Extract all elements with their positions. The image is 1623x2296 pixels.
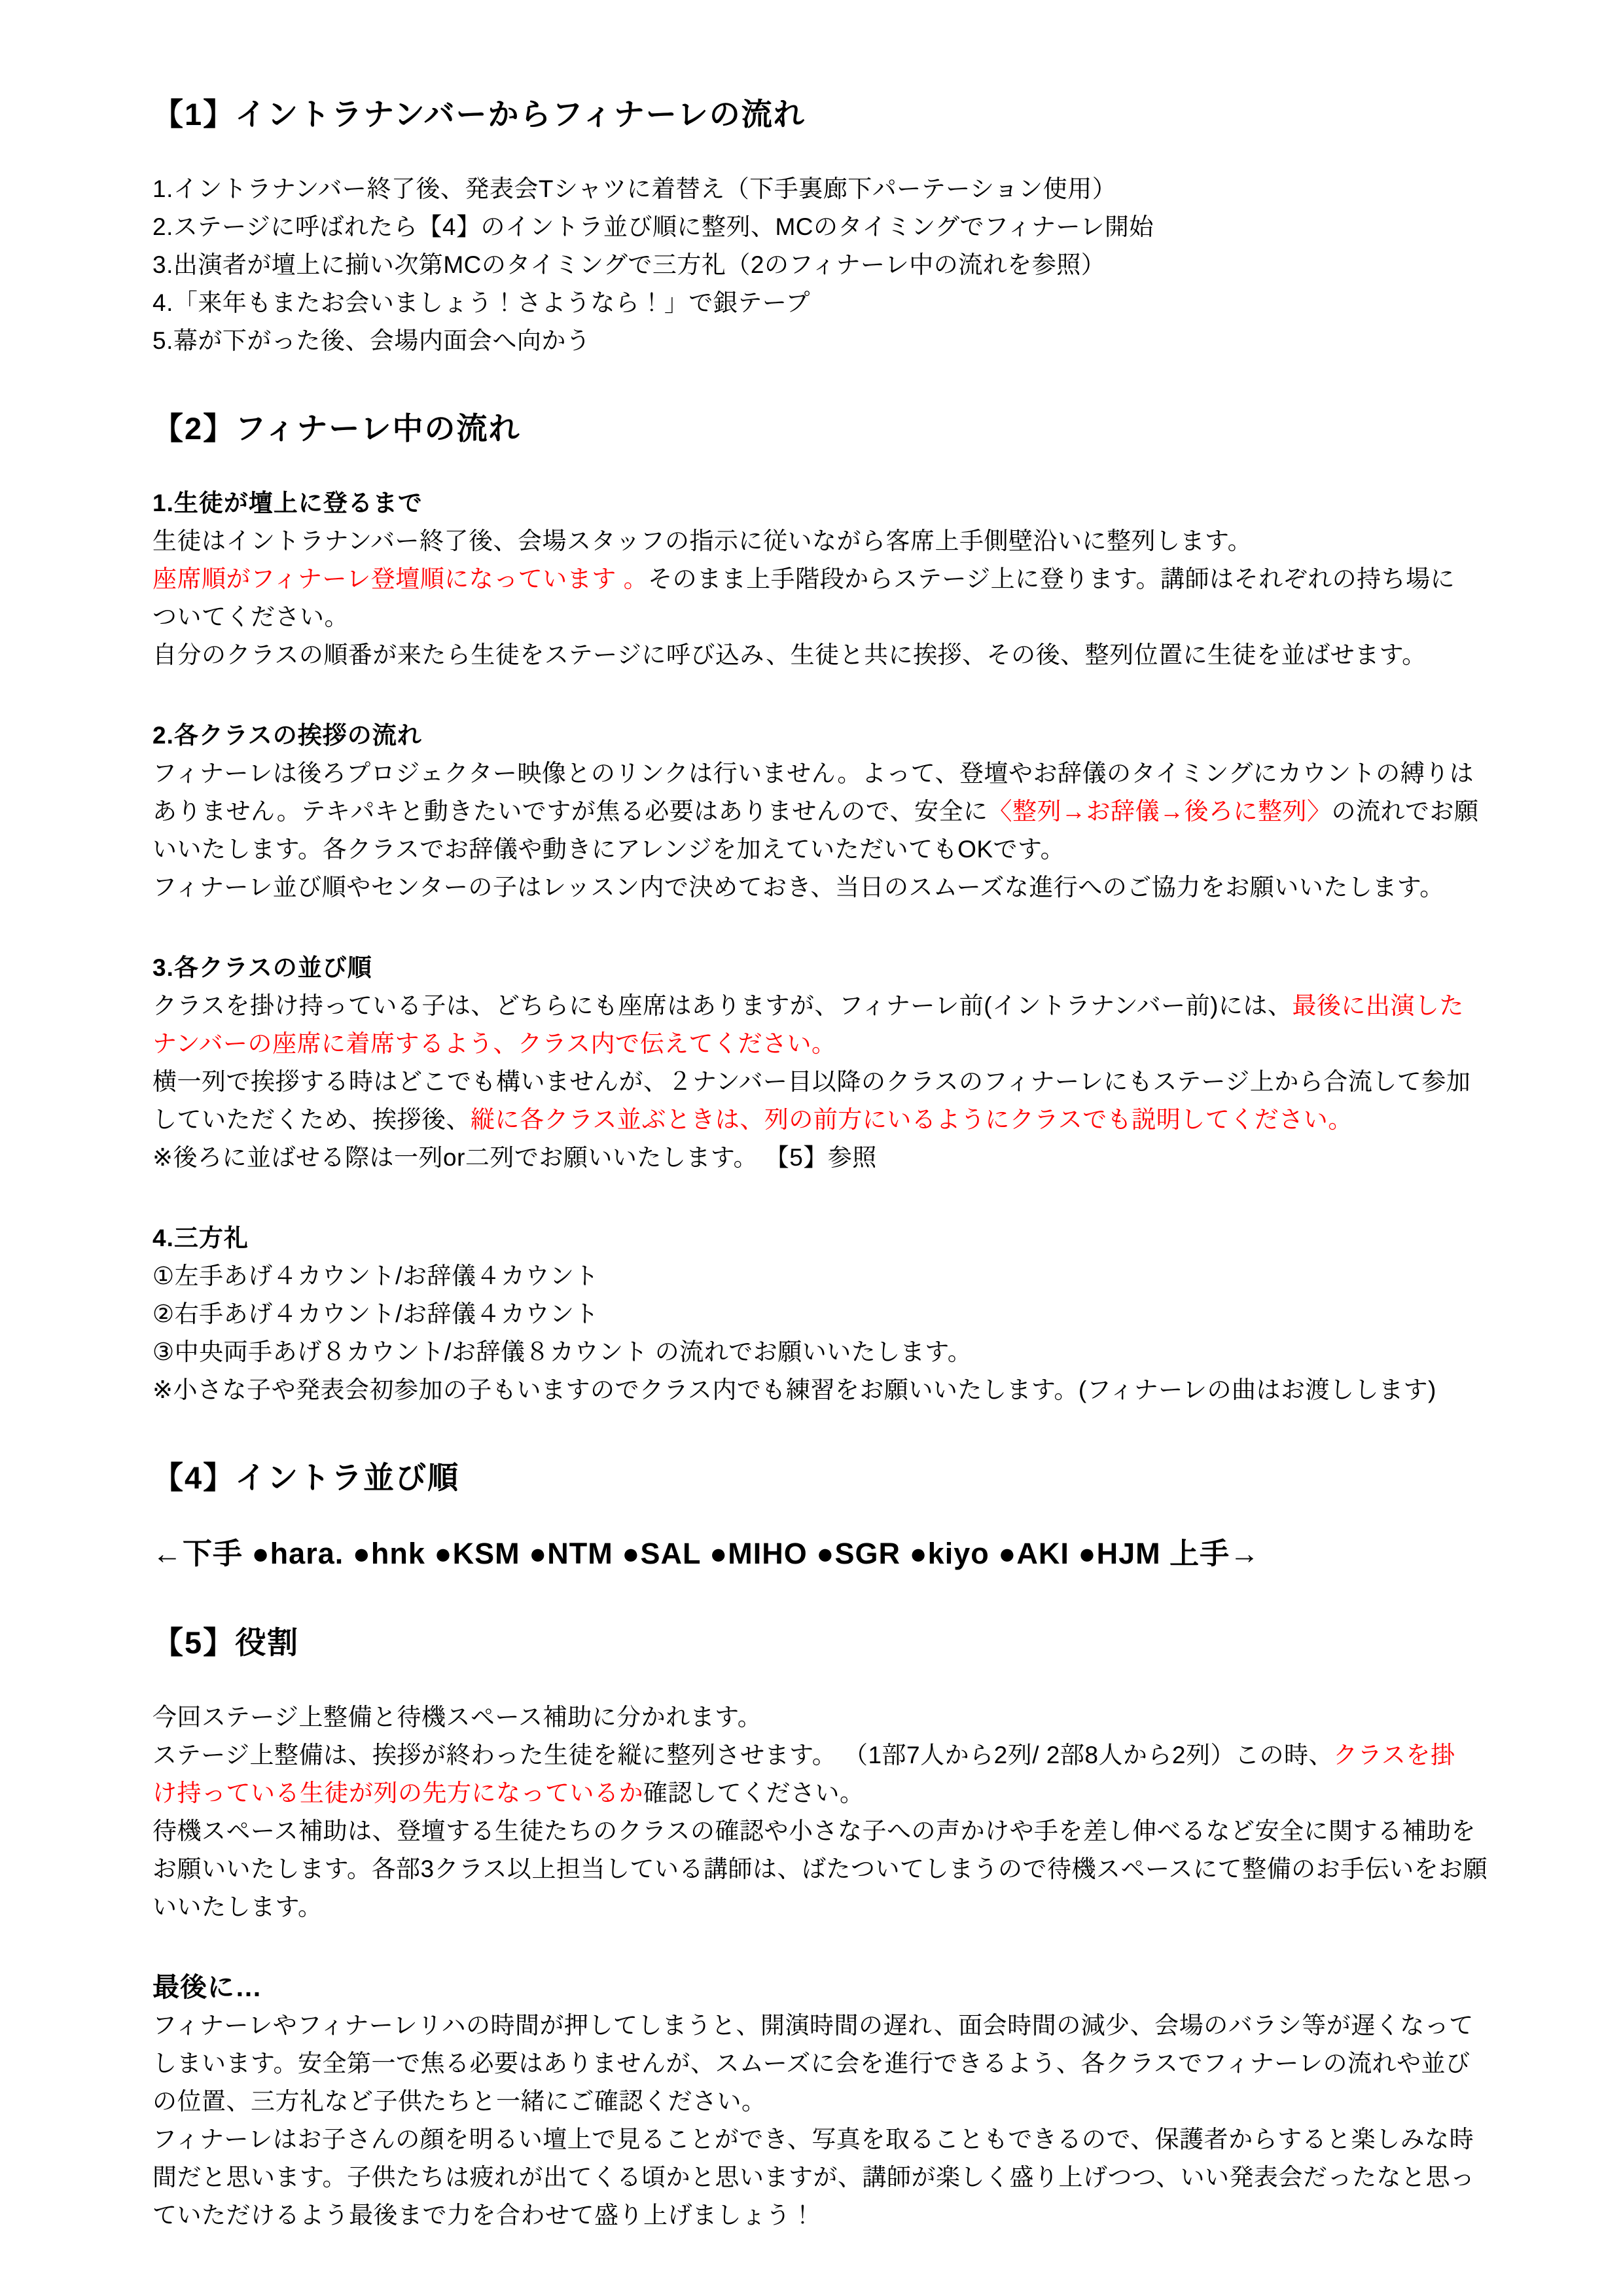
text-segment: クラスを掛け持っている子は、どちらにも座席はありますが、フィナーレ前(イントラナンバー前)には、 [152, 992, 1293, 1019]
section-2-sub-4-body [152, 1257, 1518, 1409]
section-2-sub-1-body [152, 522, 1518, 674]
highlighted-text: け持っている生徒が列の先方になっているか [152, 1780, 643, 1806]
paragraph-line [152, 1888, 1518, 1926]
paragraph-line [152, 2121, 1518, 2159]
paragraph-line [152, 1774, 1518, 1812]
text-segment: ていただけるよう最後まで力を合わせて盛り上げましょう！ [152, 2202, 815, 2229]
paragraph-line [152, 1850, 1518, 1888]
text-segment: 4.「来年もまたお会いましょう！さようなら！」で銀テープ [152, 289, 811, 316]
text-segment: ありません。テキパキと動きたいですが焦る必要はありませんので、安全に [152, 798, 988, 825]
paragraph-line [152, 636, 1518, 674]
section-2-title: 【2】フィナーレ中の流れ [152, 411, 521, 446]
paragraph-line [152, 755, 1518, 793]
paragraph-line [152, 560, 1518, 598]
text-segment: 2.ステージに呼ばれたら【4】のイントラ並び順に整列、MCのタイミングでフィナーレ開始 [152, 213, 1154, 240]
highlighted-text: 最後に出演した [1292, 992, 1464, 1019]
text-segment: いいたします。 [152, 1893, 323, 1920]
text-segment: ①左手あげ４カウント/お辞儀４カウント [152, 1263, 599, 1289]
highlighted-text: ナンバーの座席に着席するよう、クラス内で伝えてください。 [152, 1030, 836, 1057]
text-segment: フィナーレやフィナーレリハの時間が押してしまうと、開演時間の遅れ、面会時間の減少、会場のバラシ等が遅くなって [152, 2012, 1474, 2039]
paragraph-line [152, 2045, 1518, 2083]
text-segment: 確認してください。 [643, 1780, 865, 1806]
text-segment: 3.出演者が壇上に揃い次第MCのタイミングで三方礼（2のフィナーレ中の流れを参照） [152, 251, 1106, 278]
text-segment: 生徒はイントラナンバー終了後、会場スタッフの指示に従いながら客席上手側壁沿いに整列します。 [152, 528, 1253, 554]
paragraph-line [152, 1812, 1518, 1850]
text-segment: フィナーレは後ろプロジェクター映像とのリンクは行いません。よって、登壇やお辞儀のタイミングにカウントの縛りは [152, 760, 1474, 787]
section-1-steps [152, 170, 1518, 360]
paragraph-line [152, 208, 1518, 246]
paragraph-line [152, 246, 1518, 284]
text-segment: ついてください。 [152, 603, 349, 630]
section-2-sub-4: 4.三方礼 [152, 1225, 249, 1251]
highlighted-text: 〈整列→お辞儀→後ろに整列〉 [988, 798, 1332, 825]
paragraph-line [152, 2007, 1518, 2045]
section-2-sub-3-body [152, 987, 1518, 1177]
paragraph-line [152, 1257, 1518, 1295]
section-5-body [152, 1698, 1518, 1926]
paragraph-line [152, 598, 1518, 636]
section-5-title: 【5】役割 [152, 1625, 300, 1660]
paragraph-line [152, 2159, 1518, 2197]
text-segment: 間だと思います。子供たちは疲れが出てくる頃かと思いますが、講師が楽しく盛り上げつつ、いい発表会だったなと思っ [152, 2164, 1475, 2191]
text-segment: 横一列で挨拶する時はどこでも構いませんが、２ナンバー目以降のクラスのフィナーレにもステージ上から合流して参加 [152, 1068, 1471, 1095]
text-segment: していただくため、挨拶後、 [152, 1106, 471, 1133]
paragraph-line [152, 322, 1518, 360]
text-segment: ②右手あげ４カウント/お辞儀４カウント [152, 1300, 599, 1327]
paragraph-line [152, 1736, 1518, 1774]
text-segment: 自分のクラスの順番が来たら生徒をステージに呼び込み、生徒と共に挨拶、その後、整列位置に生徒を並ばせます。 [152, 641, 1427, 668]
text-segment: お願いいたします。各部3クラス以上担当している講師は、ばたついてしまうので待機スペースにて整備のお手伝いをお願 [152, 1856, 1488, 1882]
text-segment: 1.イントラナンバー終了後、発表会Tシャツに着替え（下手裏廊下パーテーション使用） [152, 175, 1117, 202]
paragraph-line [152, 1698, 1518, 1736]
paragraph-line [152, 869, 1518, 906]
text-segment: ※後ろに並ばせる際は一列or二列でお願いいたします。 【5】参照 [152, 1144, 877, 1171]
text-segment: フィナーレはお子さんの顔を明るい壇上で見ることができ、写真を取ることもできるので、保護者からすると楽しみな時 [152, 2126, 1474, 2153]
paragraph-line [152, 1139, 1518, 1177]
closing-body [152, 2007, 1518, 2234]
section-4-title: 【4】イントラ並び順 [152, 1460, 460, 1495]
paragraph-line [152, 1295, 1518, 1333]
paragraph-line [152, 2197, 1518, 2234]
text-segment: ③中央両手あげ８カウント/お辞儀８カウント の流れでお願いいたします。 [152, 1338, 972, 1365]
paragraph-line [152, 522, 1518, 560]
paragraph-line [152, 831, 1518, 869]
text-segment: いいたします。各クラスでお辞儀や動きにアレンジを加えていただいてもOKです。 [152, 836, 1065, 863]
paragraph-line [152, 170, 1518, 208]
section-1-title: 【1】イントラナンバーからフィナーレの流れ [152, 97, 806, 132]
text-segment: そのまま上手階段からステージ上に登ります。講師はそれぞれの持ち場に [648, 565, 1455, 592]
paragraph-line [152, 987, 1518, 1025]
text-segment: フィナーレ並び順やセンターの子はレッスン内で決めておき、当日のスムーズな進行へのご協力をお願いいたします。 [152, 874, 1444, 901]
text-segment: ※小さな子や発表会初参加の子もいますのでクラス内でも練習をお願いいたします。(フィナーレの曲はお渡しします) [152, 1376, 1436, 1403]
paragraph-line [152, 1063, 1518, 1101]
section-2-sub-1: 1.生徒が壇上に登るまで [152, 490, 423, 516]
section-2-sub-2: 2.各クラスの挨拶の流れ [152, 722, 422, 749]
text-segment: 今回ステージ上整備と待機スペース補助に分かれます。 [152, 1704, 762, 1731]
text-segment: の流れでお願 [1331, 798, 1479, 825]
highlighted-text: 座席順がフィナーレ登壇順になっています 。 [152, 565, 649, 592]
paragraph-line [152, 1025, 1518, 1063]
highlighted-text: 縦に各クラス並ぶときは、列の前方にいるようにクラスでも説明してください。 [471, 1106, 1353, 1133]
paragraph-line [152, 284, 1518, 322]
highlighted-text: クラスを掛 [1333, 1742, 1455, 1768]
intro-lineup: ←下手 ●hara. ●hnk ●KSM ●NTM ●SAL ●MIHO ●SGR ●kiyo ●AKI ●HJM 上手→ [152, 1537, 1260, 1570]
text-segment: 5.幕が下がった後、会場内面会へ向かう [152, 327, 591, 354]
text-segment: ステージ上整備は、挨拶が終わった生徒を縦に整列させます。 （1部7人から2列/ 2部8人から2列）この時、 [152, 1742, 1333, 1768]
section-2-sub-2-body [152, 755, 1518, 906]
paragraph-line [152, 1371, 1518, 1409]
paragraph-line [152, 1333, 1518, 1371]
paragraph-line [152, 2083, 1518, 2121]
text-segment: の位置、三方礼など子供たちと一緒にご確認ください。 [152, 2088, 766, 2115]
text-segment: しまいます。安全第一で焦る必要はありませんが、スムーズに会を進行できるよう、各クラスでフィナーレの流れや並び [152, 2050, 1471, 2077]
text-segment: 待機スペース補助は、登壇する生徒たちのクラスの確認や小さな子への声かけや手を差し伸べるなど安全に関する補助を [152, 1818, 1476, 1844]
paragraph-line [152, 1101, 1518, 1139]
section-2-sub-3: 3.各クラスの並び順 [152, 954, 372, 981]
paragraph-line [152, 793, 1518, 831]
closing-heading: 最後に… [152, 1972, 262, 2002]
